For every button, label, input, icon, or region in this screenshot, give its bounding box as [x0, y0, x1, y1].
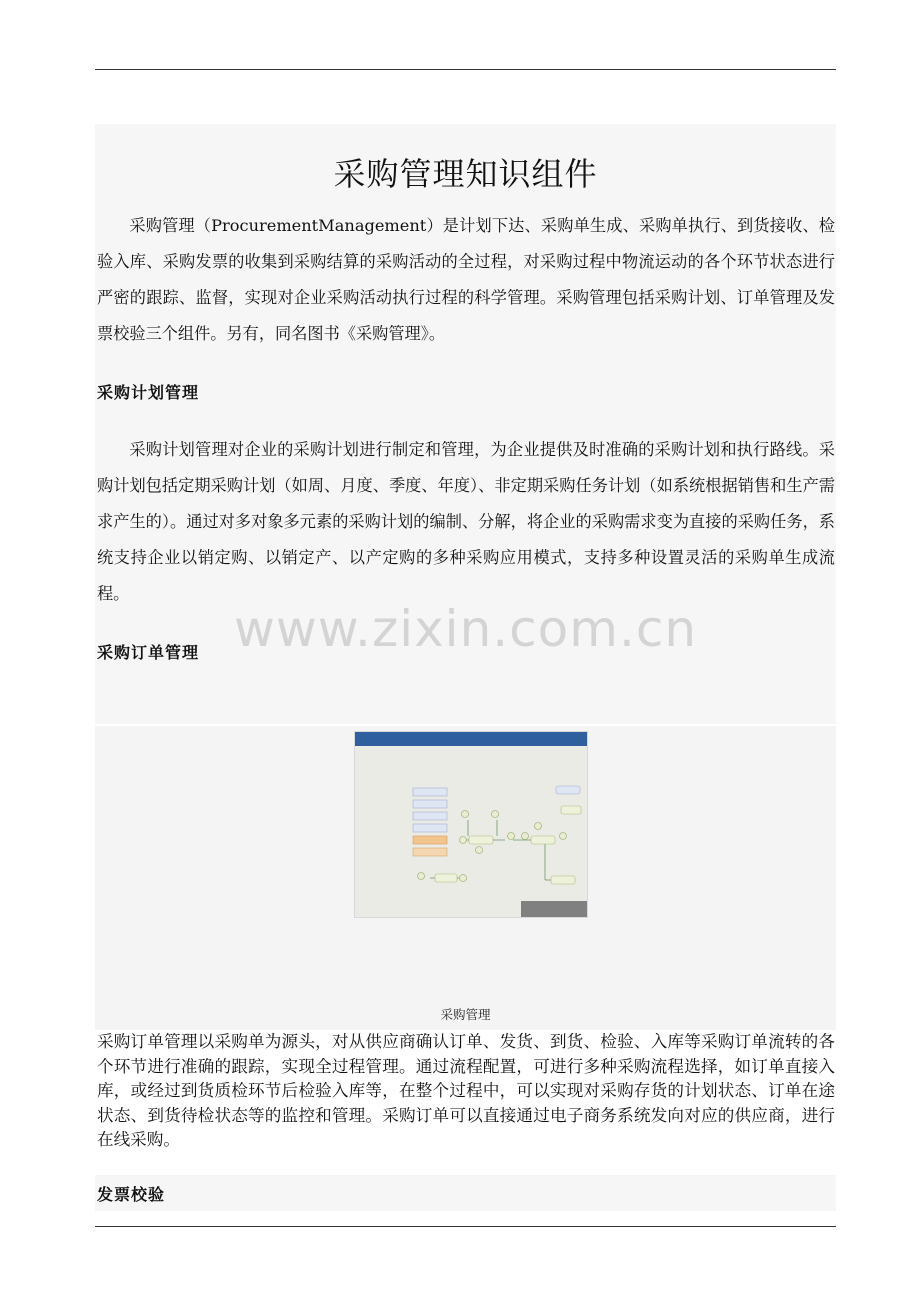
intro-paragraph: 采购管理（ProcurementManagement）是计划下达、采购单生成、采购单执行、到货接收、检验入库、采购发票的收集到采购结算的采购活动的全过程，对采购过程中物流运动的各个环节状态进行严密的跟踪、监督，实现对企业采购活动执行过程的科学管理。采购管理包括采购计划、订单管理及发票校验三个组件。另有，同名图书《采购管理》。 — [97, 216, 835, 343]
document-title: 采购管理知识组件 — [333, 155, 598, 194]
footer-rule — [95, 1226, 836, 1227]
header-rule — [95, 69, 836, 70]
watermark: www.zixin.com.cn — [233, 600, 698, 658]
section-body-plan: 采购计划管理对企业的采购计划进行制定和管理，为企业提供及时准确的采购计划和执行路线。采购计划包括定期采购计划（如周、月度、季度、年度）、非定期采购任务计划（如系统根据销售和生产需求产生的）。通过对多对象多元素的采购计划的编制、分解，将企业的采购需求变为直接的采购任务，系统支持企业以销定购、以销定产、以产定购的多种采购应用模式，支持多种设置灵活的采购单生成流程。 — [97, 440, 835, 603]
section-heading-invoice: 发票校验 — [97, 1185, 166, 1204]
procurement-flow-screenshot — [354, 731, 588, 918]
section-heading-order: 采购订单管理 — [97, 643, 200, 662]
section-body-order: 采购订单管理以采购单为源头，对从供应商确认订单、发货、到货、检验、入库等采购订单流转的各个环节进行准确的跟踪，实现全过程管理。通过流程配置，可进行多种采购流程选择，如订单直接入库，或经过到货质检环节后检验入库等，在整个过程中，可以实现对采购存货的计划状态、订单在途状态、到货待检状态等的监控和管理。采购订单可以直接通过电子商务系统发向对应的供应商，进行在线采购。 — [97, 1032, 835, 1150]
content-panel-bottom — [95, 1175, 836, 1211]
workflow-diagram-image — [355, 732, 587, 917]
figure-corner-block — [521, 901, 587, 917]
section-heading-plan: 采购计划管理 — [97, 383, 200, 402]
figure-caption: 采购管理 — [440, 1007, 491, 1022]
